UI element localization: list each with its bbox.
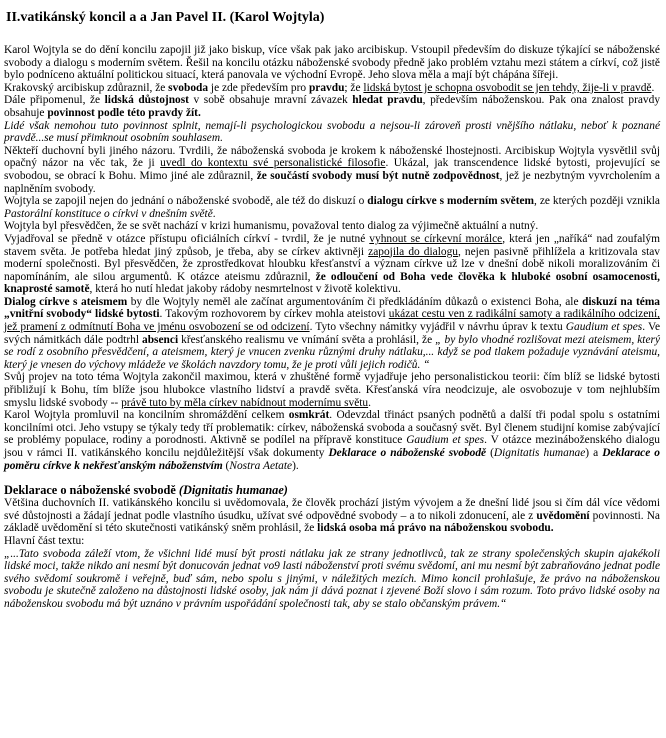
text-run: povinnosti. Na základě uvědomění si této skutečnosti vatikánský sněm prohlásil, že [4,509,660,535]
text-run: osmkrát [288,409,330,422]
paragraph [4,195,660,220]
text-run: . [212,207,216,220]
text-run: . [368,396,371,409]
text-run: . Takovým rozhovorem by církev mohla ateistovi [159,308,389,321]
text-run: absenci [142,333,179,346]
paragraph [4,94,660,119]
text-run: hledat pravdu [352,94,423,107]
text-run: Pastorální konstituce o církvi v dnešním světě [4,207,213,220]
text-run: dialogu církve s moderním světem [367,195,535,208]
text-run: Gaudium et spes [406,434,485,447]
text-run: Wojtyla byl přesvědčen, že se svět nachází v krizi humanismu, považoval tento dialog za výjimečně aktuální a nutný. [4,220,539,233]
paragraph [4,82,660,95]
text-run: . Tyto všechny námitky vyjádřil v návrhu úprav k textu [309,321,566,334]
paragraph [4,497,660,535]
text-run: Deklarace o poměru církve k nekřesťanským náboženstvím [4,447,660,472]
text-run: Karol Wojtyla promluvil na koncilním shromáždění celkem [4,409,289,422]
paragraph [4,120,660,145]
text-run: Deklarace o náboženské svobodě [4,483,179,498]
text-run: Wojtyla se zapojil nejen do jednání o náboženské svobodě, ale též do diskuzí o [4,195,368,208]
text-run: vyhnout se církevní morálce [369,232,503,245]
document [4,10,660,611]
paragraph [4,296,660,372]
text-run: v sobě obsahuje mravní závazek [188,94,353,107]
text-run: (Dignitatis humanae) [178,483,288,498]
text-run: Hlavní část textu: [4,534,85,547]
text-run: lidská důstojnost [104,94,189,107]
text-run: , nejen pasivně přihlížela a kritizovala stav moderní společnosti. Byl přesvědčen, že zprostředkovat hloubku křesťanství a význam církve už lze v dnešní době nikoli moralizováním či napomínáním, ale silou argumentů. K otázce ateismu zdůraznil, [4,245,660,283]
text-run: by dle Wojtyly neměl ale začínat argumentováním či předkládáním důkazů o existenci Boha, ale [127,295,583,308]
text-run: , která ho nutí hledat jakoby rádoby nesmrtelnost v životě kolektivu. [89,283,401,296]
paragraph [4,535,660,548]
text-run: právě tuto by měla církev nabídnout modernímu světu [121,396,369,409]
text-run: že odloučení od Boha vede člověka k hluboké osobní osamocenosti, knaprosté samotě [4,270,660,296]
text-run: Dále připomenul, že [4,94,105,107]
text-run: Dignitatis humanae [493,447,586,459]
text-run: „...Tato svoboda záleží vtom, že všichni lidé musí být prosti nátlaku jak ze strany jednotlivců, tak ze strany společenských skupin ajakékoli lidské moci, takže nikdo ani nesmí být donucován jednat vo9 lasti náboženství proti svému svědomí, ani mu nesmí být zabraňováno jednat podle svého svědomí soukromě i veřejně, buď sám, nebo spolu s jinými, v náležitých mezích. Mimo koncil prohlašuje, že právo na náboženskou svobodu je skutečně založeno na důstojnosti lidské osoby, jak nám ji dává poznat i zjevené Boží slovo i sám rozum. Toto právo lidské osoby na náboženskou svobodu má být uznáno v právním uspořádání společnosti tak, aby se stalo občanským právem.“ [4,547,661,610]
text-run: uvedl do kontextu své personalistické filosofie [160,157,386,170]
text-run [328,447,486,459]
text-run: , jež je nezbytným vyvrcholením a naplněním svobody. [4,169,660,195]
text-run: povinnost podle této pravdy žít. [47,106,201,119]
text-run: . Ve svých námitkách dále podtrhl [4,321,660,346]
text-run: „ by bylo vhodné rozlišovat mezi ateismem, který se rodí z osobního přesvědčení, a ateismem, který je vnucen zvenku různými druhy nátlaku,... když se pod tlakem požaduje vyznávání ateismu, který je vnesen do výchovy mládeže ve školách navzdory tomu, že je proti vůli jejich rodičů. “ [4,333,660,371]
text-run: je zde především pro [208,81,309,94]
text-run: Dialog církve s ateismem [4,295,128,308]
text-run: Vyjadřoval se předně v otázce přístupu oficiálních církví - tvrdil, že je nutné [4,232,370,245]
text-run: lidská bytost je schopna osvobodit se jen tehdy, žije-li v pravdě [363,81,652,94]
text-run: ) a [585,447,603,459]
text-run: Deklarace o náboženské svobodě [328,447,487,459]
text-run: ( [486,447,494,459]
text-run: diskuzí na téma „vnitřní svobody“ lidské bytosti [4,295,661,321]
text-run: ; že [344,81,364,94]
text-run: že součástí svobody musí být nutně zodpovědnost [256,169,500,182]
text-run: uvědomění [536,509,590,522]
text-run: . [651,81,655,94]
page-title: II.vatikánský koncil a a Jan Pavel II. (Karol Wojtyla) [6,10,325,25]
text-run: Většina duchovních II. vatikánského koncilu si uvědomovala, že člověk prochází jistým vývojem a že dnešní lidé jsou si čím dál více vědomi své důstojnosti a žádají jednat podle vlastního úsudku, užívat své odpovědné svobody – a to nikoli zdonucení, ale z [4,497,660,522]
text-run: ( [222,459,230,472]
text-run: ). [292,459,299,472]
paragraph [4,44,660,82]
paragraph [4,233,660,296]
text-run: Někteří duchovní byli jiného názoru. Tvrdili, že náboženská svoboda je krokem k náboženské lhostejnosti. Arcibiskup Wojtyla vysvětlil svůj opačný názor na věc tak, že ji [4,144,660,170]
text-run: , která jen „naříká“ nad zoufalým stavem světa. Je potřeba hledat jiný způsob, je třeba, aby se církev aktivněji [4,232,660,258]
text-run: Krakovský arcibiskup zdůraznil, že [4,81,169,94]
text-run: . V otázce mezináboženského dialogu jsou v rámci II. vatikánského koncilu nejdůležitější však dokumenty [4,434,660,459]
text-run: Karol Wojtyla se do dění koncilu zapojil již jako biskup, více však pak jako arcibiskup. Vstoupil především do diskuze týkající se náboženské svobody a dialogu s moderním světem. Řešil na koncilu otázku náboženské svobody předně jako problém vztahu mezi státem a církví, což jistě bylo podníceno aktuální politickou situací, která panovala ve východní Evropě. Jeho slova měla a mají být chápána šířeji. [4,44,660,82]
text-run: pravdu [308,81,345,94]
text-run: Gaudium et spes [565,321,643,334]
section-2 [4,497,660,610]
text-run: lidská osoba má právo na náboženskou svobodu. [317,522,554,535]
text-run: . Ukázal, jak transcendence lidské bytosti, projevující se svobodou, se obrací k Bohu. Mimo jiné ale zdůraznil, [4,157,660,182]
paragraph [4,409,660,472]
text-run: , ze kterých později vznikla [534,195,660,208]
text-run: křesťanského realismu ve vnímání světa a prohlásil, že [178,333,436,346]
paragraph [4,145,660,195]
text-run: svoboda [168,81,209,94]
quotation [4,548,660,611]
text-run: . Odevzdal třináct psaných podnětů a další tři podal spolu s ostatními koncilními otci. Jeho vstupy se týkaly tedy tří problematik: církev, náboženská svoboda a současný svět. Byl členem studijní komise zabývající se problémy populace, rodiny a porodnosti. Aktivně se podílel na přípravě konstituce [4,409,660,447]
section-heading [4,484,660,497]
text-run: Lidé však nemohou tuto povinnost splnit, nemají-li psychologickou svobodu a nejsou-li zároveň prosti vnějšího nátlaku, neboť k poznané pravdě...se musí přimknout osobním souhlasem. [4,119,660,145]
paragraph [4,371,660,409]
text-run: Svůj projev na toto téma Wojtyla zakončil maximou, která v zhuštěné formě vyjadřuje jeho personalistickou teorii: čím blíž se lidské bytosti přibližují k Bohu, tím blíže jsou hlubokce vlastního lidství a pravdě světa. Křesťanská víra neodcizuje, ale osvobozuje v tom nejhlubším smyslu lidské svobody -- [4,371,660,409]
section-1 [4,44,660,472]
text-run: ukázat cestu ven z radikální samoty a radikálního odcizení, jež pramení z odmítnutí Boha ve jménu osvobození se od odcizení [4,308,660,334]
text-run: zapojila do dialogu [368,245,458,258]
paragraph [4,220,660,233]
text-run: Nostra Aetate [229,459,293,472]
text-run: , především náboženskou. Pak ona znalost pravdy obsahuje [4,94,661,119]
